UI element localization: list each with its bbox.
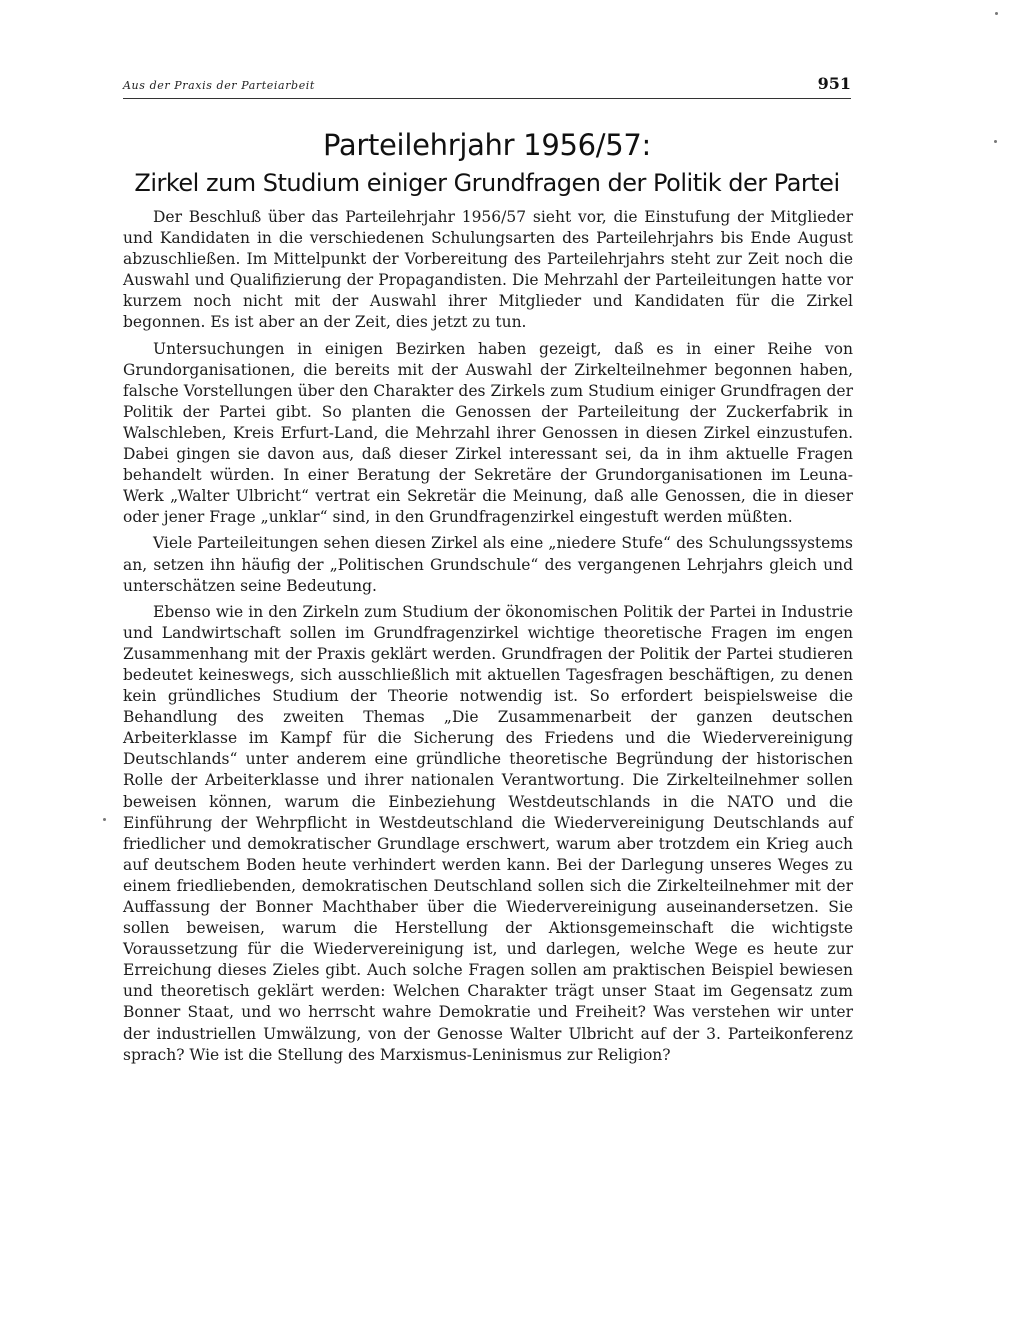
paragraph-4: Ebenso wie in den Zirkeln zum Studium der ökonomischen Politik der Partei in Industrie und Landwirtschaft sollen im Grundfragenzirkel wichtige theoretische Fragen im engen Zusammenhang mit der Praxis geklärt werden. Grundfragen der Politik der Partei studieren bedeutet keineswegs, sich ausschließlich mit aktuellen Tagesfragen beschäftigen, zu denen kein gründliches Studium der Theorie notwendig ist. So erfordert beispielsweise die Behandlung des zweiten Themas „Die Zusammenarbeit der ganzen deutschen Arbeiterklasse im Kampf für die Sicherung des Friedens und die Wiedervereinigung Deutschlands“ unter anderem eine gründliche theoretische Begründung der historischen Rolle der Arbeiterklasse und ihrer nationalen Verantwortung. Die Zirkelteilnehmer sollen beweisen können, warum die Einbeziehung Westdeutschlands in die NATO und die Einführung der Wehrpflicht in Westdeutschland die Wiedervereinigung Deutschlands auf friedlicher und demokratischer Grundlage erschwert, warum aber trotzdem ein Krieg auch auf deutschem Boden heute verhindert werden kann. Bei der Darlegung unseres Weges zu einem friedliebenden, demokratischen Deutschland sollen sich die Zirkelteilnehmer mit der Auffassung der Bonner Machthaber über die Wiedervereinigung auseinandersetzen. Sie sollen beweisen, warum die Herstellung der Aktionsgemeinschaft die wichtigste Voraussetzung für die Wiedervereinigung ist, und darlegen, welche Wege es heute zur Erreichung dieses Zieles gibt. Auch solche Fragen sollen am praktischen Beispiel bewiesen und theoretisch geklärt werden: Welchen Charakter trägt unser Staat im Gegensatz zum Bonner Staat, und wo herrscht wahre Demokratie und Freiheit? Was verstehen wir unter der industriellen Umwälzung, von der Genosse Walter Ulbricht auf der 3. Parteikonferenz sprach? Wie ist die Stellung des Marxismus-Leninismus zur Religion? xyxy=(123,602,853,1064)
paragraph-3: Viele Parteileitungen sehen diesen Zirkel als eine „niedere Stufe“ des Schulungssystems an, setzen ihn häufig der „Politischen Grundschule“ des vergangenen Lehrjahrs gleich und unterschätzen seine Bedeutung. xyxy=(123,534,853,595)
article-title: Parteilehrjahr 1956/57: xyxy=(322,128,652,162)
paragraph-2: Untersuchungen in einigen Bezirken haben gezeigt, daß es in einer Reihe von Grundorganisationen, die bereits mit der Auswahl der Zirkelteilnehmer begonnen haben, falsche Vorstellungen über den Charakter des Zirkels zum Studium einiger Grundfragen der Politik der Partei gibt. So planten die Genossen der Parteileitung der Zuckerfabrik in Walschleben, Kreis Erfurt-Land, die Mehrzahl ihrer Genossen in diesen Zirkel einzustufen. Dabei gingen sie davon aus, daß dieser Zirkel interessant sei, da in ihm aktuelle Fragen behandelt würden. In einer Beratung der Sekretäre der Grundorganisationen im Leuna-Werk „Walter Ulbricht“ vertrat ein Sekretär die Meinung, daß alle Genossen, die in dieser oder jener Frage „unklar“ sind, in den Grundfragenzirkel eingestuft werden müßten. xyxy=(123,339,853,527)
page-number: 951 xyxy=(817,74,851,93)
running-header xyxy=(123,76,851,99)
scan-speck-right xyxy=(994,140,997,143)
article-body xyxy=(123,207,853,1066)
running-title: Aus der Praxis der Parteiarbeit xyxy=(123,79,315,92)
scan-speck-left xyxy=(103,818,106,821)
scan-speck-top xyxy=(995,12,998,15)
article-subtitle: Zirkel zum Studium einiger Grundfragen der Politik der Partei xyxy=(134,169,840,197)
paragraph-1: Der Beschluß über das Parteilehrjahr 1956/57 sieht vor, die Einstufung der Mitglieder und Kandidaten in die verschiedenen Schulungsarten des Parteilehrjahrs bis Ende August abzuschließen. Im Mittelpunkt der Vorbereitung des Parteilehrjahrs steht zur Zeit noch die Auswahl und Qualifizierung der Propagandisten. Die Mehrzahl der Parteileitungen hatte vor kurzem noch nicht mit der Auswahl ihrer Mitglieder und Kandidaten für die Zirkel begonnen. Es ist aber an der Zeit, dies jetzt zu tun. xyxy=(123,208,853,332)
